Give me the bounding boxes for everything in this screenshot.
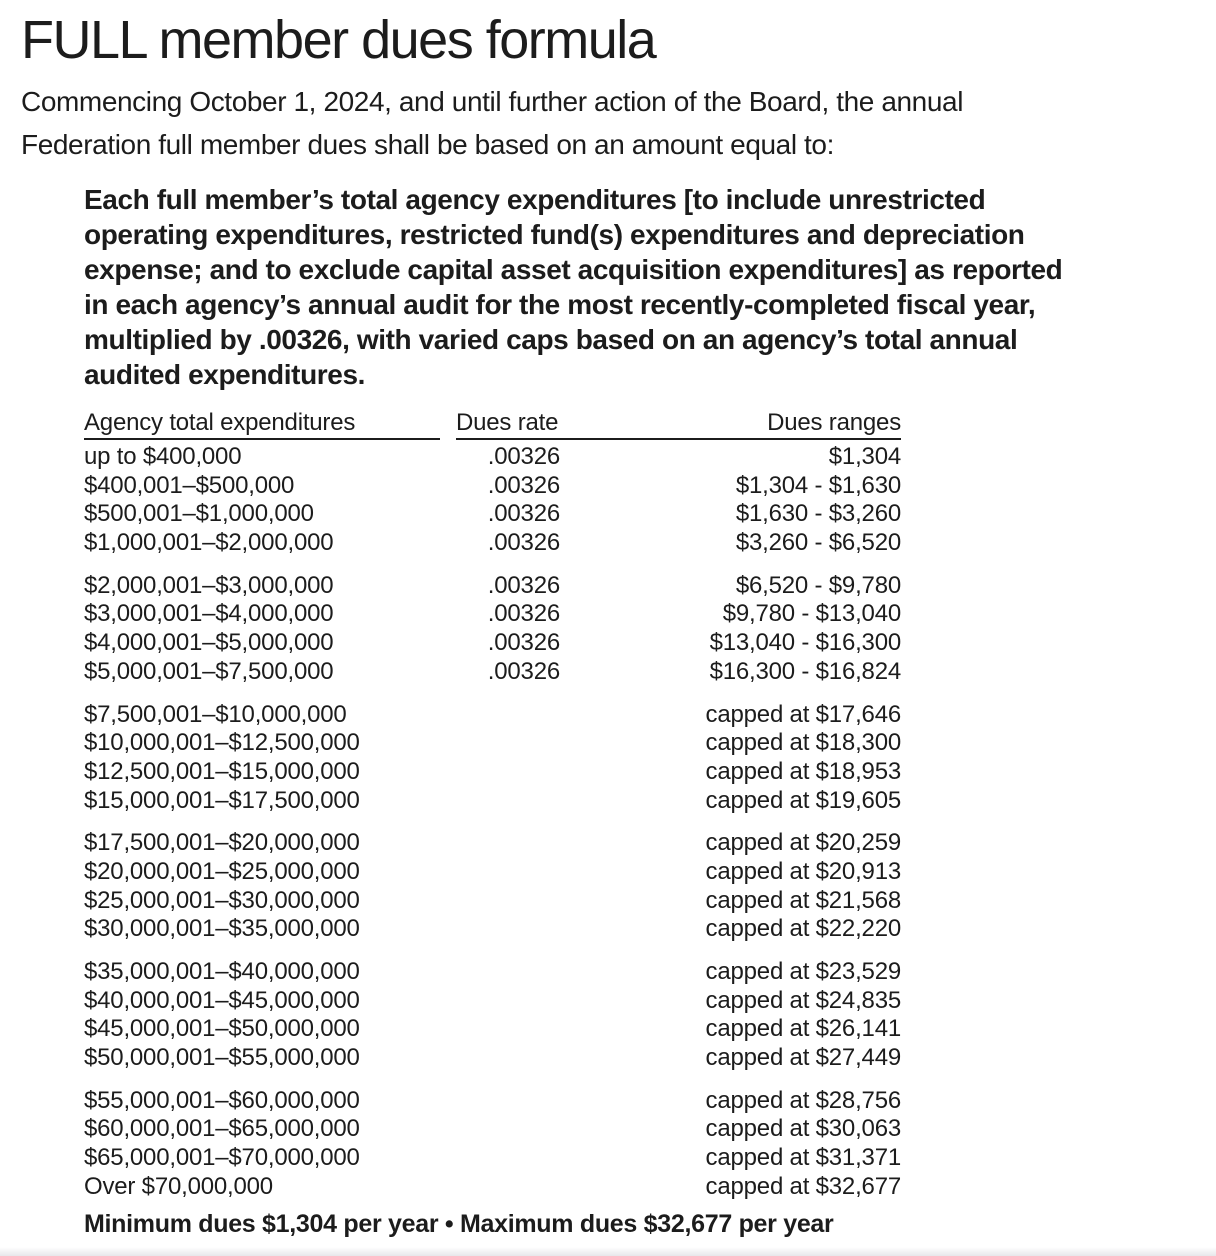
cell-rate	[452, 987, 560, 1016]
cell-rate	[452, 1144, 560, 1173]
dues-row-group-1	[84, 443, 901, 558]
cell-rate	[452, 729, 560, 758]
cell-rate: .00326	[487, 471, 560, 499]
intro-line: Federation full member dues shall be based on an amount equal to:	[21, 129, 834, 160]
cell-rate	[452, 1115, 560, 1144]
cell-range: capped at $32,677	[705, 1172, 901, 1200]
cell-expenditures: $12,500,001–$15,000,000	[84, 757, 360, 785]
table-row	[84, 1144, 901, 1173]
cell-range: capped at $20,259	[705, 829, 901, 857]
cell-rate	[452, 829, 560, 858]
page-title: FULL member dues formula	[21, 10, 656, 70]
cell-range: $6,520 - $9,780	[735, 571, 901, 599]
cell-expenditures: $65,000,001–$70,000,000	[84, 1144, 360, 1172]
table-row	[84, 443, 901, 472]
cell-rate	[452, 1044, 560, 1073]
dues-table-body	[84, 443, 901, 1202]
cell-rate: .00326	[487, 529, 560, 557]
table-row	[84, 729, 901, 758]
table-row	[84, 1173, 901, 1202]
cell-expenditures: $500,001–$1,000,000	[84, 500, 314, 528]
cell-range: capped at $27,449	[705, 1044, 901, 1072]
table-row	[84, 600, 901, 629]
cell-range: capped at $23,529	[705, 958, 901, 985]
cell-rate	[452, 887, 560, 916]
intro-line: Commencing October 1, 2024, and until further action of the Board, the annual	[21, 86, 964, 117]
table-row	[84, 658, 901, 687]
table-row	[84, 701, 901, 730]
cell-expenditures: $2,000,001–$3,000,000	[84, 571, 334, 599]
table-row	[84, 529, 901, 558]
cell-expenditures: $40,000,001–$45,000,000	[84, 986, 360, 1014]
header-rate-label: Dues rate	[456, 409, 559, 436]
table-row	[84, 758, 901, 787]
cell-expenditures: $25,000,001–$30,000,000	[84, 886, 360, 914]
cell-range: capped at $26,141	[705, 1015, 901, 1043]
cell-range: $9,780 - $13,040	[722, 600, 901, 628]
cell-range: $1,304 - $1,630	[735, 471, 901, 499]
table-row	[84, 1115, 901, 1144]
formula-line: in each agency’s annual audit for the most recently-completed fiscal year,	[84, 289, 1036, 320]
cell-rate: .00326	[487, 629, 560, 657]
cell-range: capped at $17,646	[705, 700, 901, 728]
table-row	[84, 1044, 901, 1073]
cell-rate	[452, 1087, 560, 1116]
cell-range: capped at $30,063	[705, 1115, 901, 1143]
cell-range: capped at $18,953	[705, 757, 901, 785]
cell-expenditures: $7,500,001–$10,000,000	[84, 700, 347, 728]
header-expenditures-label: Agency total expenditures	[84, 409, 440, 440]
table-row	[84, 987, 901, 1016]
cell-range: capped at $28,756	[705, 1086, 901, 1114]
dues-table	[84, 410, 901, 1202]
table-row	[84, 472, 901, 501]
cell-rate	[452, 787, 560, 816]
table-row	[84, 915, 901, 944]
table-row	[84, 787, 901, 816]
cell-range: capped at $22,220	[705, 915, 901, 943]
cell-range: $13,040 - $16,300	[709, 629, 901, 657]
header-rate-ranges-columns	[456, 409, 901, 440]
cell-rate: .00326	[487, 600, 560, 628]
cell-rate: .00326	[487, 443, 560, 470]
cell-range: capped at $19,605	[705, 786, 901, 814]
cell-expenditures: $400,001–$500,000	[84, 471, 295, 499]
document-page	[0, 8, 1216, 1256]
cell-expenditures: $35,000,001–$40,000,000	[84, 958, 360, 985]
cell-range: $1,630 - $3,260	[735, 500, 901, 528]
table-row	[84, 629, 901, 658]
cell-expenditures: $4,000,001–$5,000,000	[84, 629, 334, 657]
min-max-dues-summary: Minimum dues $1,304 per year • Maximum dues $32,677 per year	[84, 1209, 834, 1238]
dues-row-group-2	[84, 572, 901, 687]
cell-rate	[452, 915, 560, 944]
intro-paragraph	[21, 80, 1216, 166]
cell-expenditures: Over $70,000,000	[84, 1172, 273, 1200]
header-ranges-label: Dues ranges	[767, 409, 901, 436]
table-row	[84, 887, 901, 916]
cell-expenditures: $15,000,001–$17,500,000	[84, 786, 360, 814]
header-expenditures-column	[84, 409, 452, 440]
cell-expenditures: $20,000,001–$25,000,000	[84, 857, 360, 885]
cell-expenditures: $45,000,001–$50,000,000	[84, 1015, 360, 1043]
formula-line: Each full member’s total agency expenditures [to include unrestricted	[84, 184, 986, 215]
cell-rate: .00326	[487, 657, 560, 685]
formula-line: multiplied by .00326, with varied caps based on an agency’s total annual	[84, 324, 1018, 355]
cell-expenditures: $10,000,001–$12,500,000	[84, 729, 360, 757]
formula-paragraph	[84, 182, 1216, 392]
cell-expenditures: $17,500,001–$20,000,000	[84, 829, 360, 857]
cell-range: capped at $20,913	[705, 857, 901, 885]
table-row	[84, 829, 901, 858]
formula-line: expense; and to exclude capital asset acquisition expenditures] as reported	[84, 254, 1063, 285]
cell-expenditures: $30,000,001–$35,000,000	[84, 915, 360, 943]
cell-expenditures: $3,000,001–$4,000,000	[84, 600, 334, 628]
cell-expenditures: $60,000,001–$65,000,000	[84, 1115, 360, 1143]
cell-expenditures: $50,000,001–$55,000,000	[84, 1044, 360, 1072]
cell-rate	[452, 1015, 560, 1044]
dues-row-group-5	[84, 958, 901, 1073]
cell-expenditures: $55,000,001–$60,000,000	[84, 1086, 360, 1114]
cell-rate	[452, 701, 560, 730]
cell-expenditures: $1,000,001–$2,000,000	[84, 529, 334, 557]
cell-rate	[452, 958, 560, 987]
cell-range: capped at $18,300	[705, 729, 901, 757]
cell-rate	[452, 858, 560, 887]
cell-expenditures: up to $400,000	[84, 443, 242, 470]
dues-row-group-6	[84, 1087, 901, 1202]
page-bottom-edge	[0, 1247, 1216, 1256]
cell-rate	[452, 1173, 560, 1202]
cell-expenditures: $5,000,001–$7,500,000	[84, 657, 334, 685]
cell-range: $3,260 - $6,520	[735, 529, 901, 557]
cell-range: $1,304	[828, 443, 901, 470]
dues-row-group-3	[84, 701, 901, 816]
cell-range: capped at $21,568	[705, 886, 901, 914]
table-row	[84, 958, 901, 987]
table-row	[84, 858, 901, 887]
cell-range: $16,300 - $16,824	[709, 657, 901, 685]
cell-rate: .00326	[487, 571, 560, 599]
dues-table-header	[84, 410, 901, 440]
cell-rate: .00326	[487, 500, 560, 528]
dues-row-group-4	[84, 829, 901, 944]
table-row	[84, 1087, 901, 1116]
formula-line: audited expenditures.	[84, 359, 365, 390]
cell-rate	[452, 758, 560, 787]
cell-range: capped at $31,371	[705, 1144, 901, 1172]
formula-line: operating expenditures, restricted fund(s) expenditures and depreciation	[84, 219, 1025, 250]
table-row	[84, 572, 901, 601]
cell-range: capped at $24,835	[705, 986, 901, 1014]
table-row	[84, 1015, 901, 1044]
table-row	[84, 500, 901, 529]
